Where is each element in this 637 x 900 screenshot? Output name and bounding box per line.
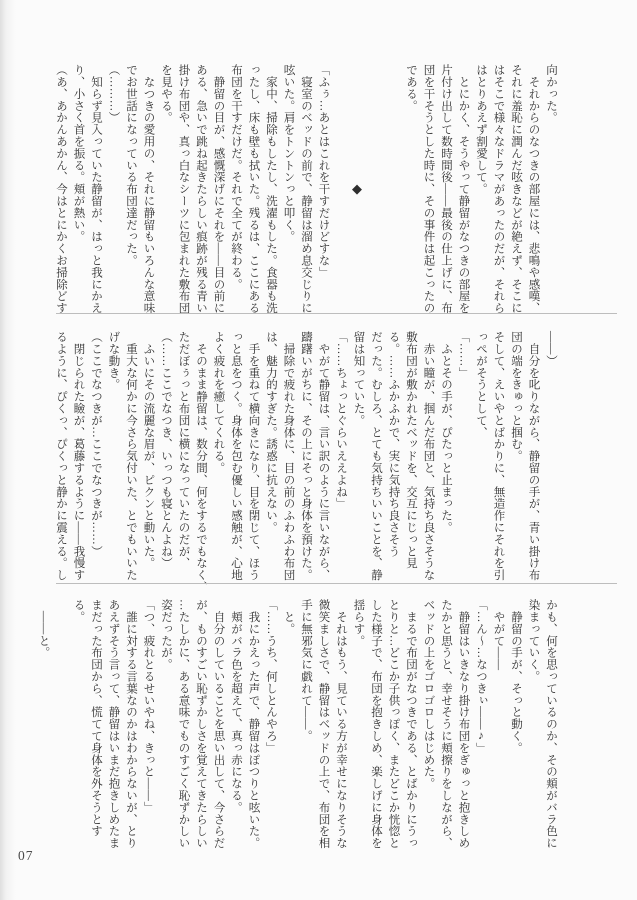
text-column: 静留の目が、感慨深げにそれを――目の前に — [212, 64, 225, 314]
text-column: とりと…どこか子供っぽく、またどこか恍惚と — [387, 599, 400, 849]
text-column: それに羞恥に潤んだ呟きなどが絶えず、そこに — [510, 64, 522, 314]
text-band-bottom — [34, 599, 559, 861]
text-column: 知らず見入っていた静留が、はっと我にかえ — [90, 64, 102, 314]
text-column: だった。むしろ、とても気持ちいいことを、静 — [370, 331, 382, 581]
text-column: 揺らす。 — [352, 599, 365, 647]
text-column: ふとその手が、ぴたっと止まった。 — [440, 331, 452, 534]
text-column: 頬がバラ色を超えて、真っ赤になる。 — [230, 599, 242, 814]
text-column: 団の端をきゅっと掴む。 — [510, 331, 522, 462]
text-column: 自分のしていることを思い出して、今さらだ — [212, 599, 225, 849]
text-column: る。……ふかふかで、実に気持ち良さそう — [387, 331, 400, 558]
text-column: 向かった。 — [545, 64, 557, 124]
text-column: ある、急いで跳ね起きたらしい痕跡が残る青い — [195, 64, 207, 314]
text-column: っぺがそうとして、 — [475, 331, 487, 439]
text-column: した様子で、布団を抱きしめ、楽しげに身体を — [370, 599, 382, 849]
text-column: なつきの愛用の、それに静留もいろんな意味 — [142, 64, 155, 314]
text-column: 寝室のベッドの前で、静留は溜め息交じりに — [300, 64, 312, 314]
text-column: ――と。 — [37, 599, 50, 659]
text-column: そして、えいやとばかりに、無造作にそれを引 — [492, 331, 505, 581]
section-break-marker: ◆ — [350, 182, 366, 198]
text-column: 手に無邪気に戯れて――。 — [300, 599, 312, 742]
text-column: そのまま静留は、数分間、何をするでもなく、 — [195, 331, 207, 593]
blank-column — [384, 64, 402, 316]
text-column: ったし、床も壁も拭いた。残るは、ここにある — [247, 64, 260, 314]
text-column: かも、何を思っているのか、その頬がバラ色に — [545, 599, 557, 849]
text-column: （ここでなつきが…ここでなつきが……） — [90, 331, 102, 558]
blank-column — [332, 64, 350, 316]
text-column: 「ふぅ…あとはこれを干すだけどすな」 — [317, 64, 330, 279]
text-column: よく疲れを癒してくれる。 — [212, 331, 225, 474]
text-column: （あ、あかんあかん、今はとにかくお掃除どす — [55, 64, 67, 314]
text-column: やがて―― — [492, 599, 505, 671]
text-column: たかと思うと、幸せそうに頬擦りをしながら、 — [440, 599, 452, 849]
text-column: …たしかに、ある意味でものすごく恥ずかしい — [177, 599, 190, 849]
text-column: 「…ん〜…なつきぃ――♪」 — [475, 599, 487, 755]
text-column: それはもう、見ている方が幸せになりそうな — [335, 599, 347, 849]
text-column: 「……」 — [457, 331, 470, 379]
text-column: を見やる。 — [160, 64, 172, 124]
blank-column — [52, 599, 70, 861]
text-column: り、小さく首を振る。頬が熱い。 — [72, 64, 85, 243]
text-column: とにかく、そうやって静留がなつきの部屋を — [457, 64, 470, 314]
text-column: やがて静留は、言い訳のように言いながら、 — [317, 331, 330, 581]
band-separator-bottom — [56, 583, 617, 584]
text-column: 静留の手が、そっと動く。 — [510, 599, 522, 754]
text-column: はとりあえず割愛して。 — [475, 64, 487, 195]
text-column: はそこで様々なドラマがあったのだが、それら — [492, 64, 505, 314]
text-column: 「……うち、何しとんやろ」 — [265, 599, 277, 754]
page-number: 07 — [18, 848, 34, 863]
text-column: あえずそう言って、静留はいまだ抱きしめたま — [107, 599, 120, 849]
text-column: ふいにその流麗な眉が、ピクンと動いた。 — [142, 331, 155, 569]
text-column: それからのなつきの部屋には、悲鳴や感嘆、 — [527, 64, 540, 314]
text-column: 片付け出して数時間後――最後の仕上げに、布 — [440, 64, 452, 314]
text-column: ただぼぅっと布団に横になっていたのだが、 — [177, 331, 190, 569]
text-column: っと息をつく。身体を包む優しい感触が、心地 — [230, 331, 242, 581]
text-column: と。 — [282, 599, 295, 635]
text-column: 団を干そうとした時に、その事件は起こったの — [422, 64, 435, 314]
text-column: げな動き。 — [107, 331, 120, 391]
text-column: は、魅力的すぎた。誘惑に抗えない。 — [265, 331, 277, 534]
text-band-top — [52, 64, 560, 316]
text-column: 家中、掃除もしたし、洗濯もした。食器も洗 — [265, 64, 277, 314]
text-column: 敷布団が敷かれたベッドを、交互にじっと見 — [405, 331, 417, 569]
text-band-middle — [52, 331, 560, 593]
text-column: 掃除で疲れた身体に、目の前のふわふわ布団 — [282, 331, 295, 581]
text-column: 手を重ねて横向きになり、目を閉じて、ほう — [247, 331, 260, 581]
text-column: ――） — [545, 331, 557, 367]
text-column: （……ここでなつき、いっつも寝とんよね） — [160, 331, 172, 569]
text-column: が、ものすごい恥ずかしさを覚えてきたらしい — [195, 599, 207, 849]
text-column: である。 — [405, 64, 417, 112]
text-column: 布団を干すだけだ。それで全てが終わる。 — [230, 64, 242, 291]
text-column: 呟いた。肩をトントンっと叩く。 — [282, 64, 295, 243]
blank-column — [367, 64, 385, 316]
text-column: るように、ぴくっ、ぴくっと静かに震える。し — [55, 331, 67, 581]
text-column: 閉じられた瞼が、葛藤するように――我慢す — [72, 331, 85, 581]
text-column: ベッドの上をゴロゴロしはじめた。 — [422, 599, 435, 790]
band-separator-top — [56, 313, 617, 314]
text-column: 赤い瞳が、掴んだ布団と、気持ち良さそうな — [422, 331, 435, 581]
text-column: 重大な何かに今さら気付いた、とでもいいた — [125, 331, 137, 581]
text-column: 誰に対する言葉なのかはわからないが、とり — [125, 599, 137, 849]
text-column: まるで布団がなつきである、とばかりにうっ — [405, 599, 417, 849]
text-column: 自分を叱りながら、静留の手が、青い掛け布 — [527, 331, 540, 581]
text-column: 掛け布団や、真っ白なシーツに包まれた敷布団 — [177, 64, 190, 314]
text-column: 「つ、疲れとるせいやね、きっと――」 — [142, 599, 155, 814]
text-column: 「……ちょっとぐらいええよね」 — [335, 331, 347, 510]
text-column: （………） — [107, 64, 120, 124]
text-column: まだった布団から、慌てて身体を外そうとす — [90, 599, 102, 837]
text-column: でお世話になっている布団達だった。 — [125, 64, 137, 267]
text-column: る。 — [72, 599, 85, 623]
text-column: 我にかえった声で、静留はぽつりと呟いた。 — [247, 599, 260, 849]
text-column: 留は知っていた。 — [352, 331, 365, 427]
text-column: 染まっていく。 — [527, 599, 540, 683]
text-column: 微笑ましさで、静留はベッドの上で、布団を相 — [317, 599, 330, 849]
text-column: 静留はいきなり掛け布団をぎゅっと抱きしめ — [457, 599, 470, 849]
text-column: 躊躇いがちに、その上にそっと身体を預けた。 — [300, 331, 312, 581]
text-column: 姿だったが。 — [160, 599, 172, 671]
